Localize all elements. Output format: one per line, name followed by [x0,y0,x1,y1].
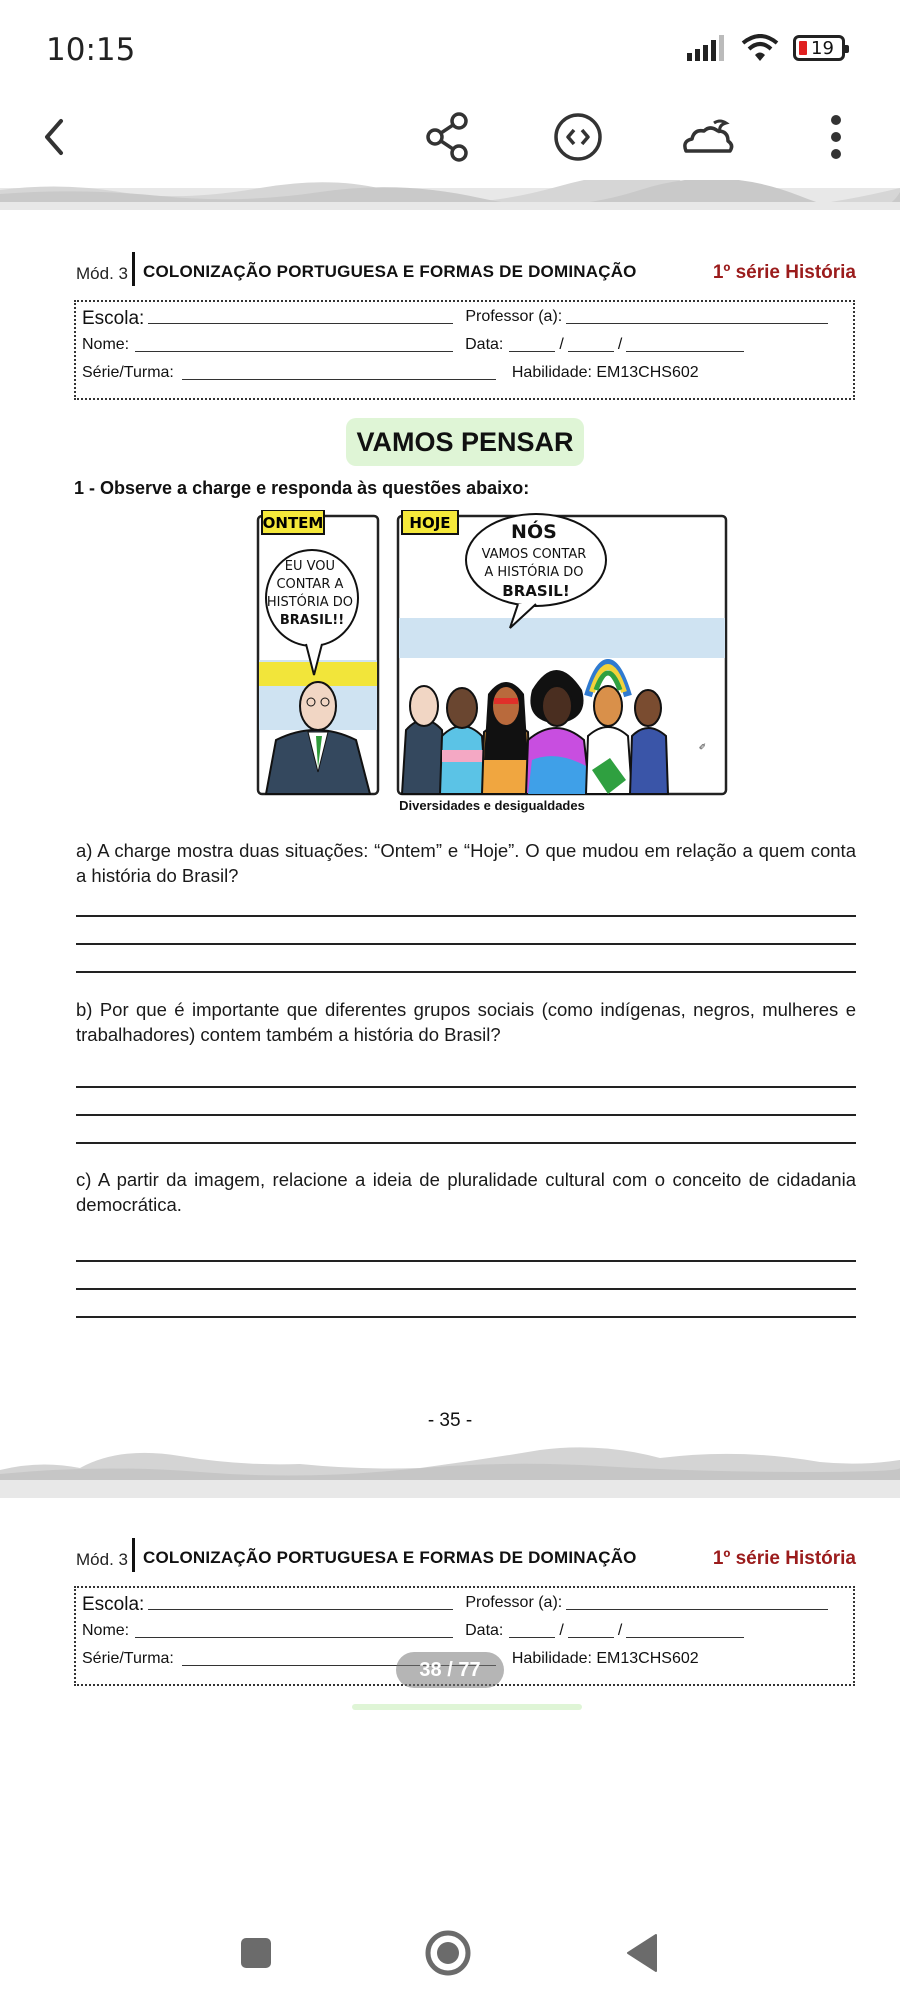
professor-line [566,308,828,324]
module-label: Mód. 3 [76,1550,128,1569]
section-title: VAMOS PENSAR [346,418,584,466]
status-icons [687,34,845,62]
artist-signature: ✎ [699,742,709,750]
wifi-icon [741,34,779,62]
habilidade-label: Habilidade: EM13CHS602 [511,1650,699,1667]
more-options-button[interactable] [804,105,868,169]
escola-label: Escola: [82,1594,145,1615]
answer-line[interactable] [76,1142,856,1144]
data-label: Data: [465,1622,504,1639]
code-view-button[interactable] [546,105,610,169]
answer-line[interactable] [76,1086,856,1088]
date-separator: / [617,1622,623,1639]
date-month-line [568,1622,614,1638]
bubble-right-line: A HISTÓRIA DO [484,565,584,580]
header-divider [132,1538,135,1572]
battery-icon [793,35,845,61]
escola-line [148,308,453,324]
nome-line [135,1622,453,1638]
module-label: Mód. 3 [76,264,128,283]
professor-label: Professor (a): [465,308,563,325]
recents-square-icon [238,1935,274,1971]
serie-turma-label: Série/Turma: [82,364,174,381]
nav-back-button[interactable] [614,1925,670,1981]
module-title: COLONIZAÇÃO PORTUGUESA E FORMAS DE DOMINAÇÃO [142,1548,637,1567]
date-separator: / [559,336,564,353]
answer-line[interactable] [76,1260,856,1262]
page-indicator: 38 / 77 [396,1652,504,1688]
torn-paper-edge [0,180,900,202]
status-time: 10:15 [46,32,136,68]
habilidade-label: Habilidade: EM13CHS602 [511,364,699,381]
date-separator: / [617,336,623,353]
serie-label: 1º série História [712,262,856,283]
home-button[interactable] [420,1925,476,1981]
answer-line[interactable] [76,915,856,917]
bubble-left-line: BRASIL!! [279,613,345,628]
professor-line [566,1594,828,1610]
cartoon-caption: Diversidades e desigualdades [399,798,585,813]
date-separator: / [559,1622,564,1639]
student-info-box [74,300,855,400]
header-divider [132,252,135,286]
viewer-toolbar [0,95,900,175]
back-button[interactable] [22,105,86,169]
battery-low-indicator [799,41,807,55]
answer-line[interactable] [76,1288,856,1290]
share-button[interactable] [416,105,480,169]
professor-label: Professor (a): [465,1594,563,1611]
module-header [76,1532,856,1572]
date-year-line [626,1622,744,1638]
share-icon [425,112,471,162]
escola-line [148,1594,453,1610]
question-c: c) A partir da imagem, relacione a ideia de pluralidade cultural com o conceito de cidadania democrática. [76,1169,856,1215]
bubble-right-line: BRASIL! [502,582,570,600]
nome-line [135,336,453,352]
night-mode-icon [680,117,736,157]
bubble-left-line: EU VOU [284,559,336,574]
signal-icon [687,35,727,61]
answer-line[interactable] [76,1114,856,1116]
cartoon-image [256,510,728,800]
question-b: b) Por que é importante que diferentes grupos sociais (como indígenas, negros, mulheres e trabalhadores) contem também a história do Brasil? [76,999,856,1045]
night-mode-button[interactable] [676,105,740,169]
back-triangle-icon [624,1933,660,1973]
bubble-left-line: CONTAR A [276,577,344,592]
date-month-line [568,336,614,352]
question-a: a) A charge mostra duas situações: “Ontem” e “Hoje”. O que mudou em relação a quem conta a história do Brasil? [76,840,856,886]
serie-label: 1º série História [712,1548,856,1569]
answer-line[interactable] [76,943,856,945]
recents-button[interactable] [228,1925,284,1981]
nome-label: Nome: [82,336,130,353]
page-number: - 35 - [427,1410,473,1431]
date-day-line [509,336,555,352]
module-title: COLONIZAÇÃO PORTUGUESA E FORMAS DE DOMINAÇÃO [142,262,637,281]
panel-right-label: HOJE [409,514,451,532]
bubble-left-line: HISTÓRIA DO [266,595,354,610]
torn-paper-edge [0,1440,900,1480]
question-title: 1 - Observe a charge e responda às questões abaixo: [74,478,530,498]
serie-turma-label: Série/Turma: [82,1650,174,1667]
home-circle-icon [424,1929,472,1977]
answer-line[interactable] [76,1316,856,1318]
system-nav-bar [0,1900,900,2000]
status-bar [0,0,900,100]
code-icon [553,112,603,162]
escola-label: Escola: [82,308,145,329]
serie-turma-line [182,364,496,380]
battery-level: 19 [811,37,834,59]
section-title-partial [352,1704,582,1710]
date-year-line [626,336,744,352]
data-label: Data: [465,336,504,353]
bubble-right-line: NÓS [511,521,557,543]
more-vert-icon [829,114,843,160]
nome-label: Nome: [82,1622,130,1639]
panel-left-label: ONTEM [262,514,324,532]
back-arrow-icon [39,117,69,157]
date-day-line [509,1622,555,1638]
bubble-right-line: VAMOS CONTAR [481,547,587,562]
answer-line[interactable] [76,971,856,973]
module-header [76,246,856,286]
